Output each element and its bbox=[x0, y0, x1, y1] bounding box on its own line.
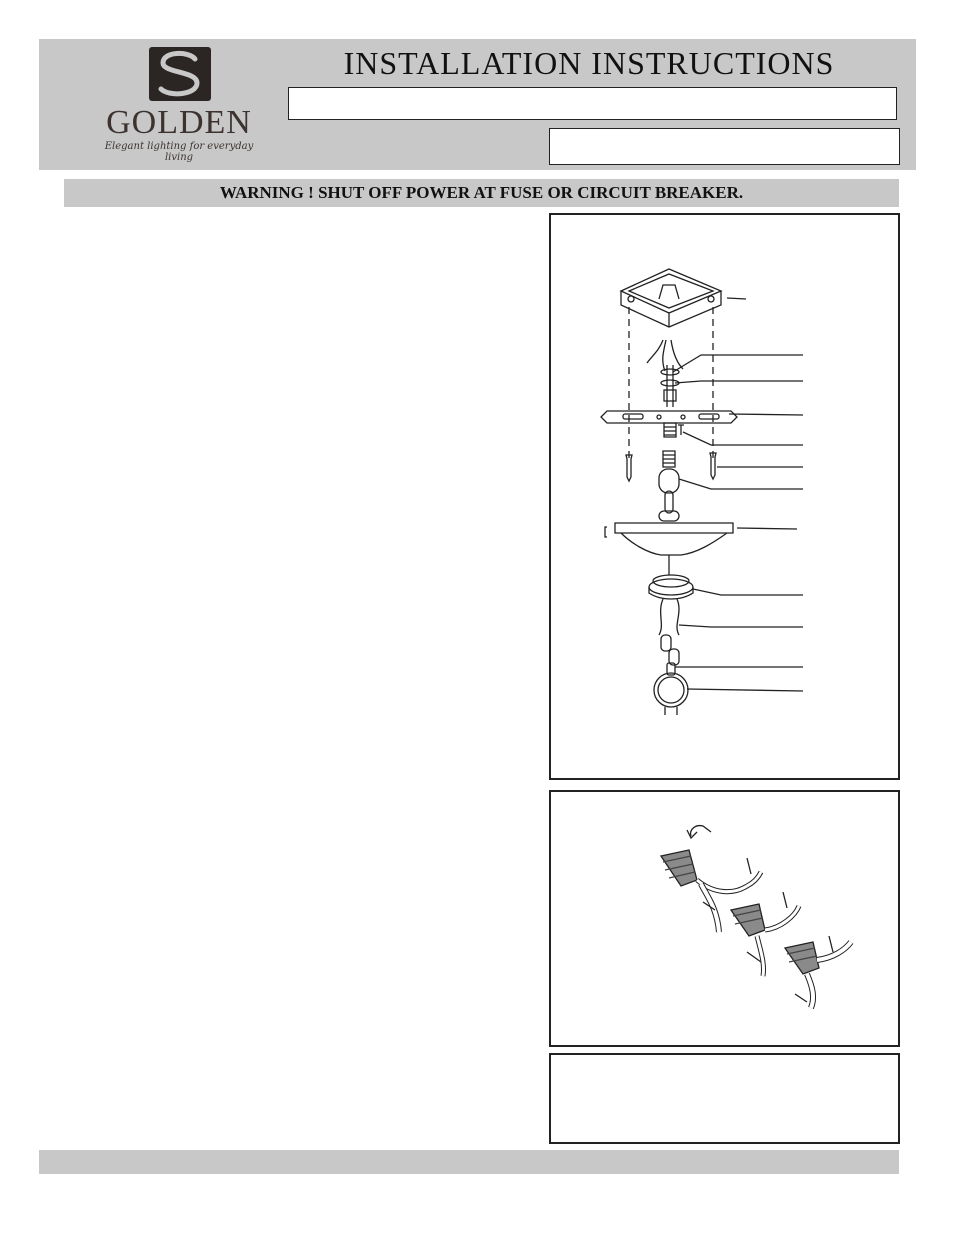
warning-banner: WARNING ! SHUT OFF POWER AT FUSE OR CIRCUIT BREAKER. bbox=[64, 179, 899, 207]
wire-connection-panel bbox=[549, 790, 900, 1047]
logo-tagline: Elegant lighting for everyday living bbox=[104, 141, 254, 163]
logo-wordmark: GOLDEN bbox=[106, 104, 252, 141]
note-panel bbox=[549, 1053, 900, 1144]
footer-bar bbox=[39, 1150, 899, 1174]
wire-nut-connection-diagram-icon bbox=[551, 792, 898, 1045]
header-bar bbox=[39, 39, 916, 170]
page-title: INSTALLATION INSTRUCTIONS bbox=[343, 45, 835, 81]
logo-s-icon bbox=[149, 47, 211, 101]
sku-box bbox=[549, 128, 900, 165]
model-number-box bbox=[288, 87, 897, 120]
pendant-assembly-diagram-icon bbox=[551, 215, 898, 778]
brand-logo bbox=[99, 45, 264, 167]
assembly-diagram-panel bbox=[549, 213, 900, 780]
